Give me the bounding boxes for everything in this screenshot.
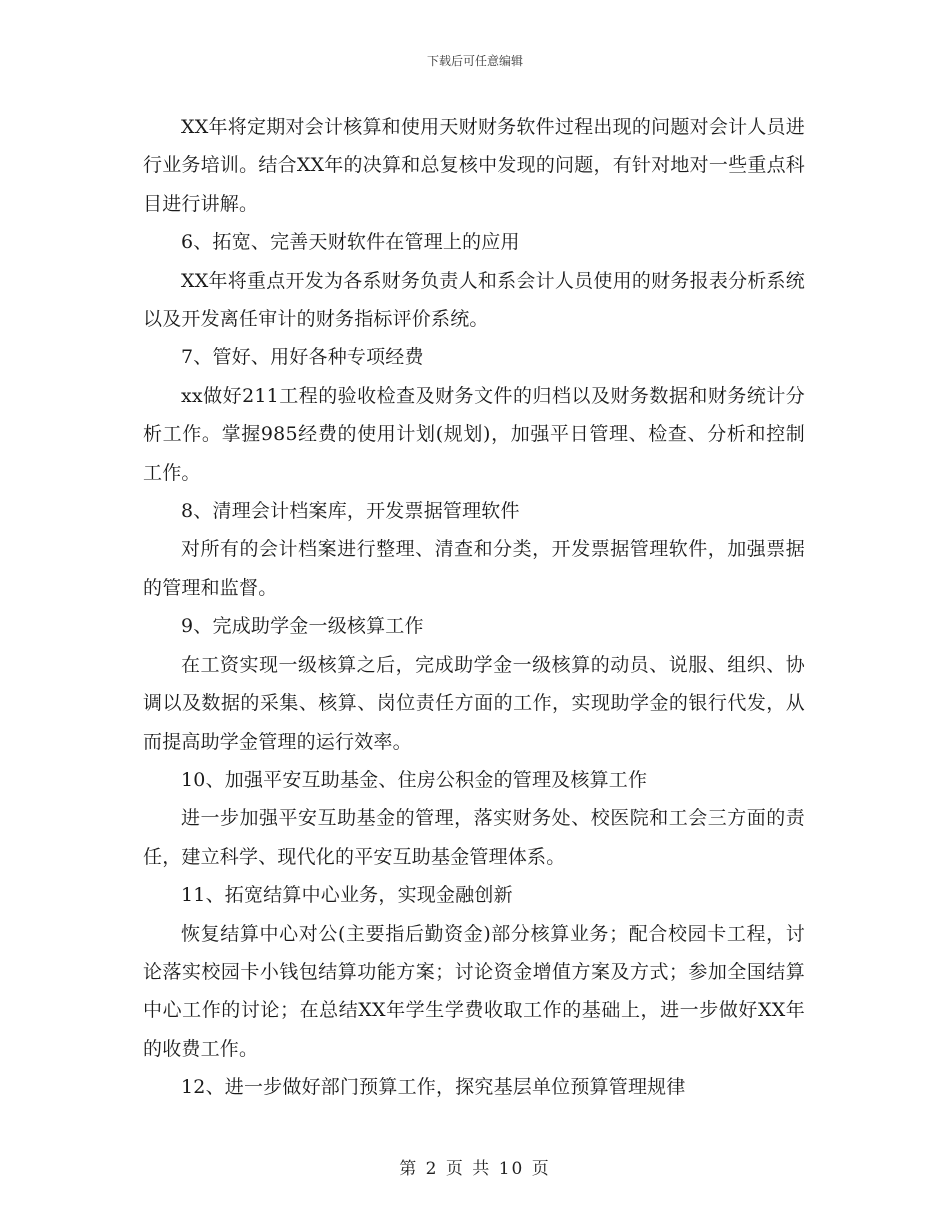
- paragraph-item-10: 进一步加强平安互助基金的管理，落实财务处、校医院和工会三方面的责任，建立科学、现代化的平安互助基金管理体系。: [143, 807, 805, 868]
- page-number-footer: 第 2 页 共 10 页: [399, 1159, 551, 1179]
- heading-item-12: 12、进一步做好部门预算工作，探究基层单位预算管理规律: [181, 1076, 686, 1099]
- heading-item-9: 9、完成助学金一级核算工作: [181, 615, 424, 638]
- paragraph-item-7: xx做好211工程的验收检查及财务文件的归档以及财务数据和财务统计分析工作。掌握985经费的使用计划(规划)，加强平日管理、检查、分析和控制工作。: [143, 384, 805, 484]
- paragraph-item-8: 对所有的会计档案进行整理、清查和分类，开发票据管理软件，加强票据的管理和监督。: [143, 538, 805, 599]
- page-header: 下载后可任意编辑: [426, 54, 523, 68]
- document-body: [143, 108, 805, 1107]
- heading-item-6: 6、拓宽、完善天财软件在管理上的应用: [181, 231, 520, 254]
- paragraph-item-11: 恢复结算中心对公(主要指后勤资金)部分核算业务；配合校园卡工程，讨论落实校园卡小钱包结算功能方案；讨论资金增值方案及方式；参加全国结算中心工作的讨论；在总结XX年学生学费收取工作的基础上，进一步做好XX年的收费工作。: [143, 922, 805, 1060]
- heading-item-7: 7、管好、用好各种专项经费: [181, 346, 424, 369]
- heading-item-11: 11、拓宽结算中心业务，实现金融创新: [181, 884, 513, 907]
- heading-item-8: 8、清理会计档案库，开发票据管理软件: [181, 500, 520, 523]
- paragraph-item-9: 在工资实现一级核算之后，完成助学金一级核算的动员、说服、组织、协调以及数据的采集、核算、岗位责任方面的工作，实现助学金的银行代发，从而提高助学金管理的运行效率。: [143, 653, 805, 753]
- heading-item-10: 10、加强平安互助基金、住房公积金的管理及核算工作: [181, 768, 648, 791]
- paragraph-training: XX年将定期对会计核算和使用天财财务软件过程出现的问题对会计人员进行业务培训。结合XX年的决算和总复核中发现的问题，有针对地对一些重点科目进行讲解。: [143, 116, 805, 215]
- paragraph-item-6: XX年将重点开发为各系财务负责人和系会计人员使用的财务报表分析系统以及开发离任审计的财务指标评价系统。: [143, 269, 805, 331]
